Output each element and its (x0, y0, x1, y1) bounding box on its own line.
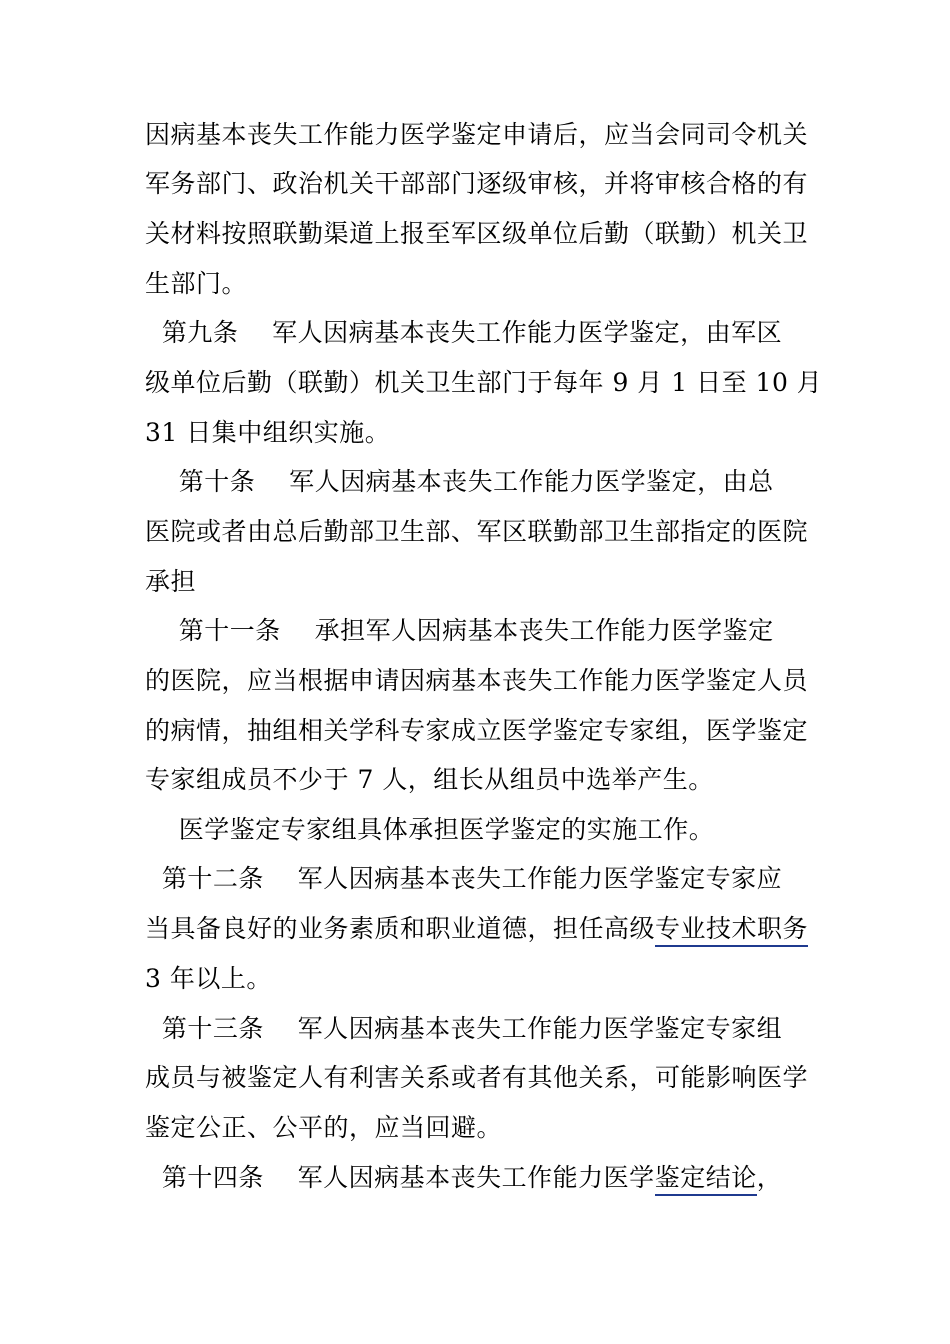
text-span: 第十四条 军人因病基本丧失工作能力医学 (145, 1163, 655, 1192)
text-line: 专家组成员不少于 7 人，组长从组员中选举产生。 (145, 765, 714, 794)
text-line: 3 年以上。 (145, 964, 272, 993)
text-line: 成员与被鉴定人有利害关系或者有其他关系，可能影响医学 (145, 1063, 809, 1092)
text-span: ， (756, 1163, 783, 1192)
text-line: 因病基本丧失工作能力医学鉴定申请后，应当会同司令机关 (145, 120, 809, 149)
link-professional-title[interactable]: 专业技术职务 (655, 914, 808, 947)
article-heading-14 (145, 1161, 782, 1195)
text-line: 级单位后勤（联勤）机关卫生部门于每年 9 月 1 日至 10 月 (145, 368, 823, 397)
text-line: 鉴定公正、公平的，应当回避。 (145, 1113, 503, 1142)
text-line: 承担 (145, 567, 197, 596)
text-line: 医院或者由总后勤部卫生部、军区联勤部卫生部指定的医院 (145, 517, 809, 546)
text-line: 关材料按照联勤渠道上报至军区级单位后勤（联勤）机关卫 (145, 219, 809, 248)
text-line: 医学鉴定专家组具体承担医学鉴定的实施工作。 (145, 815, 715, 844)
article-heading-10: 第十条 军人因病基本丧失工作能力医学鉴定，由总 (145, 467, 774, 496)
text-line: 的病情，抽组相关学科专家成立医学鉴定专家组，医学鉴定 (145, 716, 809, 745)
text-line: 生部门。 (145, 269, 248, 298)
article-heading-13: 第十三条 军人因病基本丧失工作能力医学鉴定专家组 (145, 1014, 783, 1043)
text-line (145, 912, 808, 946)
text-line: 31 日集中组织实施。 (145, 418, 391, 447)
link-appraisal-conclusion[interactable]: 鉴定结论 (655, 1163, 757, 1196)
article-heading-12: 第十二条 军人因病基本丧失工作能力医学鉴定专家应 (145, 864, 783, 893)
article-heading-9: 第九条 军人因病基本丧失工作能力医学鉴定，由军区 (145, 318, 783, 347)
text-line: 军务部门、政治机关干部部门逐级审核，并将审核合格的有 (145, 169, 809, 198)
text-line: 的医院，应当根据申请因病基本丧失工作能力医学鉴定人员 (145, 666, 809, 695)
text-span: 当具备良好的业务素质和职业道德，担任高级 (145, 914, 656, 943)
article-heading-11: 第十一条 承担军人因病基本丧失工作能力医学鉴定 (145, 616, 774, 645)
